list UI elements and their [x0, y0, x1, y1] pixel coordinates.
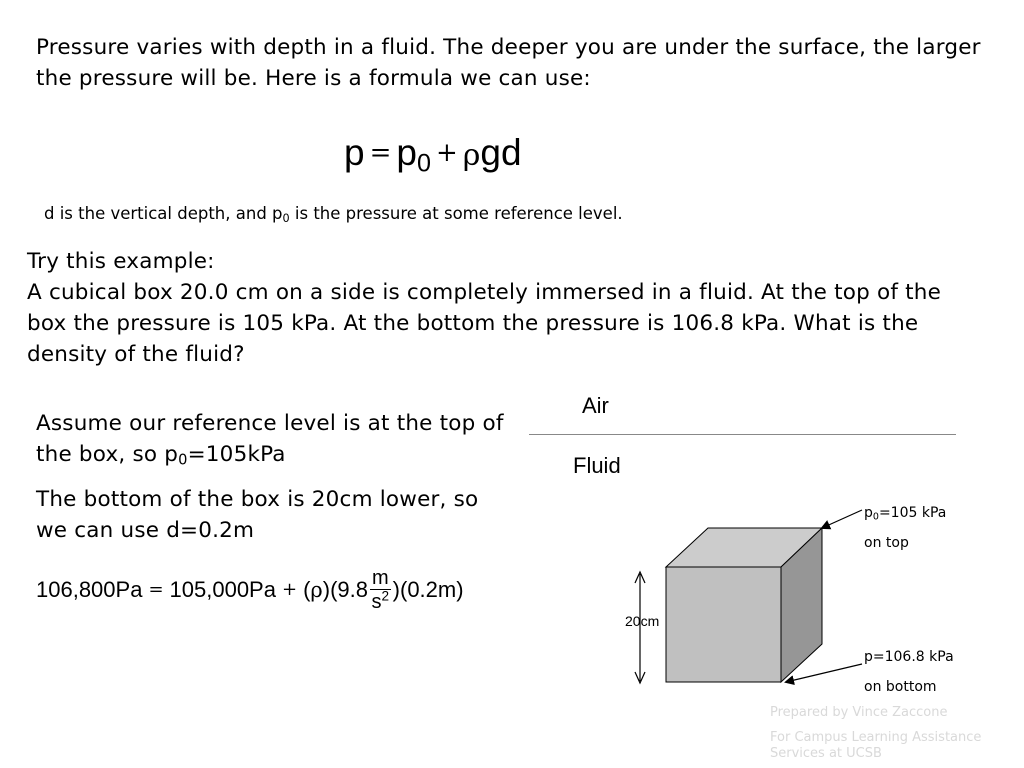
equation-lhs: 106,800Pa — [36, 577, 143, 602]
equation-rho-term: (ρ) — [303, 577, 331, 602]
intro-paragraph: Pressure varies with depth in a fluid. The deeper you are under the surface, the larger the pressure will be. Here is a formula we can use: — [36, 35, 981, 91]
example-heading: Try this example: — [27, 249, 215, 274]
fluid-surface-line — [529, 434, 956, 435]
dimension-label: 20cm — [625, 613, 660, 629]
definition-note: d is the vertical depth, and $p_0$ is the pressure at some reference level. — [44, 204, 623, 225]
assumption-text: Assume our reference level is at the top of the box, so $p_0=105kPa$ — [36, 411, 504, 469]
worked-equation — [36, 568, 464, 612]
top-callout-arrow — [822, 510, 862, 528]
equation-g-term: (9.8 $\frac{m}{s^2}$ ) — [330, 567, 400, 613]
example-problem: A cubical box 20.0 cm on a side is completely immersed in a fluid. At the top of the box the pressure is 105 kPa. At the bottom the pressure is 106.8 kPa. What is the density of the fluid? — [27, 280, 942, 367]
formula-p: p — [344, 132, 365, 173]
depth-note: The bottom of the box is 20cm lower, so we can use d=0.2m — [36, 487, 479, 543]
formula-plus: + — [435, 138, 458, 168]
equation-equals: = — [148, 579, 164, 600]
formula-equals: = — [369, 138, 392, 168]
formula-p0: $p_0$ — [396, 132, 431, 178]
top-pressure-callout: $p_0=105$ kPa on top — [864, 505, 947, 551]
credit-author: Prepared by Vince Zaccone — [770, 705, 948, 720]
equation-term1: 105,000Pa — [169, 577, 276, 602]
air-label: Air — [582, 393, 609, 418]
fluid-label: Fluid — [573, 453, 621, 478]
equation-d-term: (0.2m) — [400, 577, 464, 602]
units-fraction: $\frac{m}{s^2}$ — [371, 567, 390, 613]
credit-organization: For Campus Learning Assistance Services at UCSB — [770, 730, 982, 761]
formula-gd: gd — [480, 132, 522, 173]
equation-plus: + — [281, 579, 298, 600]
cube-diagram — [600, 500, 870, 700]
bottom-pressure-callout: p=106.8 kPa on bottom — [864, 649, 954, 695]
pressure-formula — [344, 128, 522, 181]
formula-rho: ρ — [462, 138, 481, 173]
cube-front-face — [666, 567, 781, 682]
